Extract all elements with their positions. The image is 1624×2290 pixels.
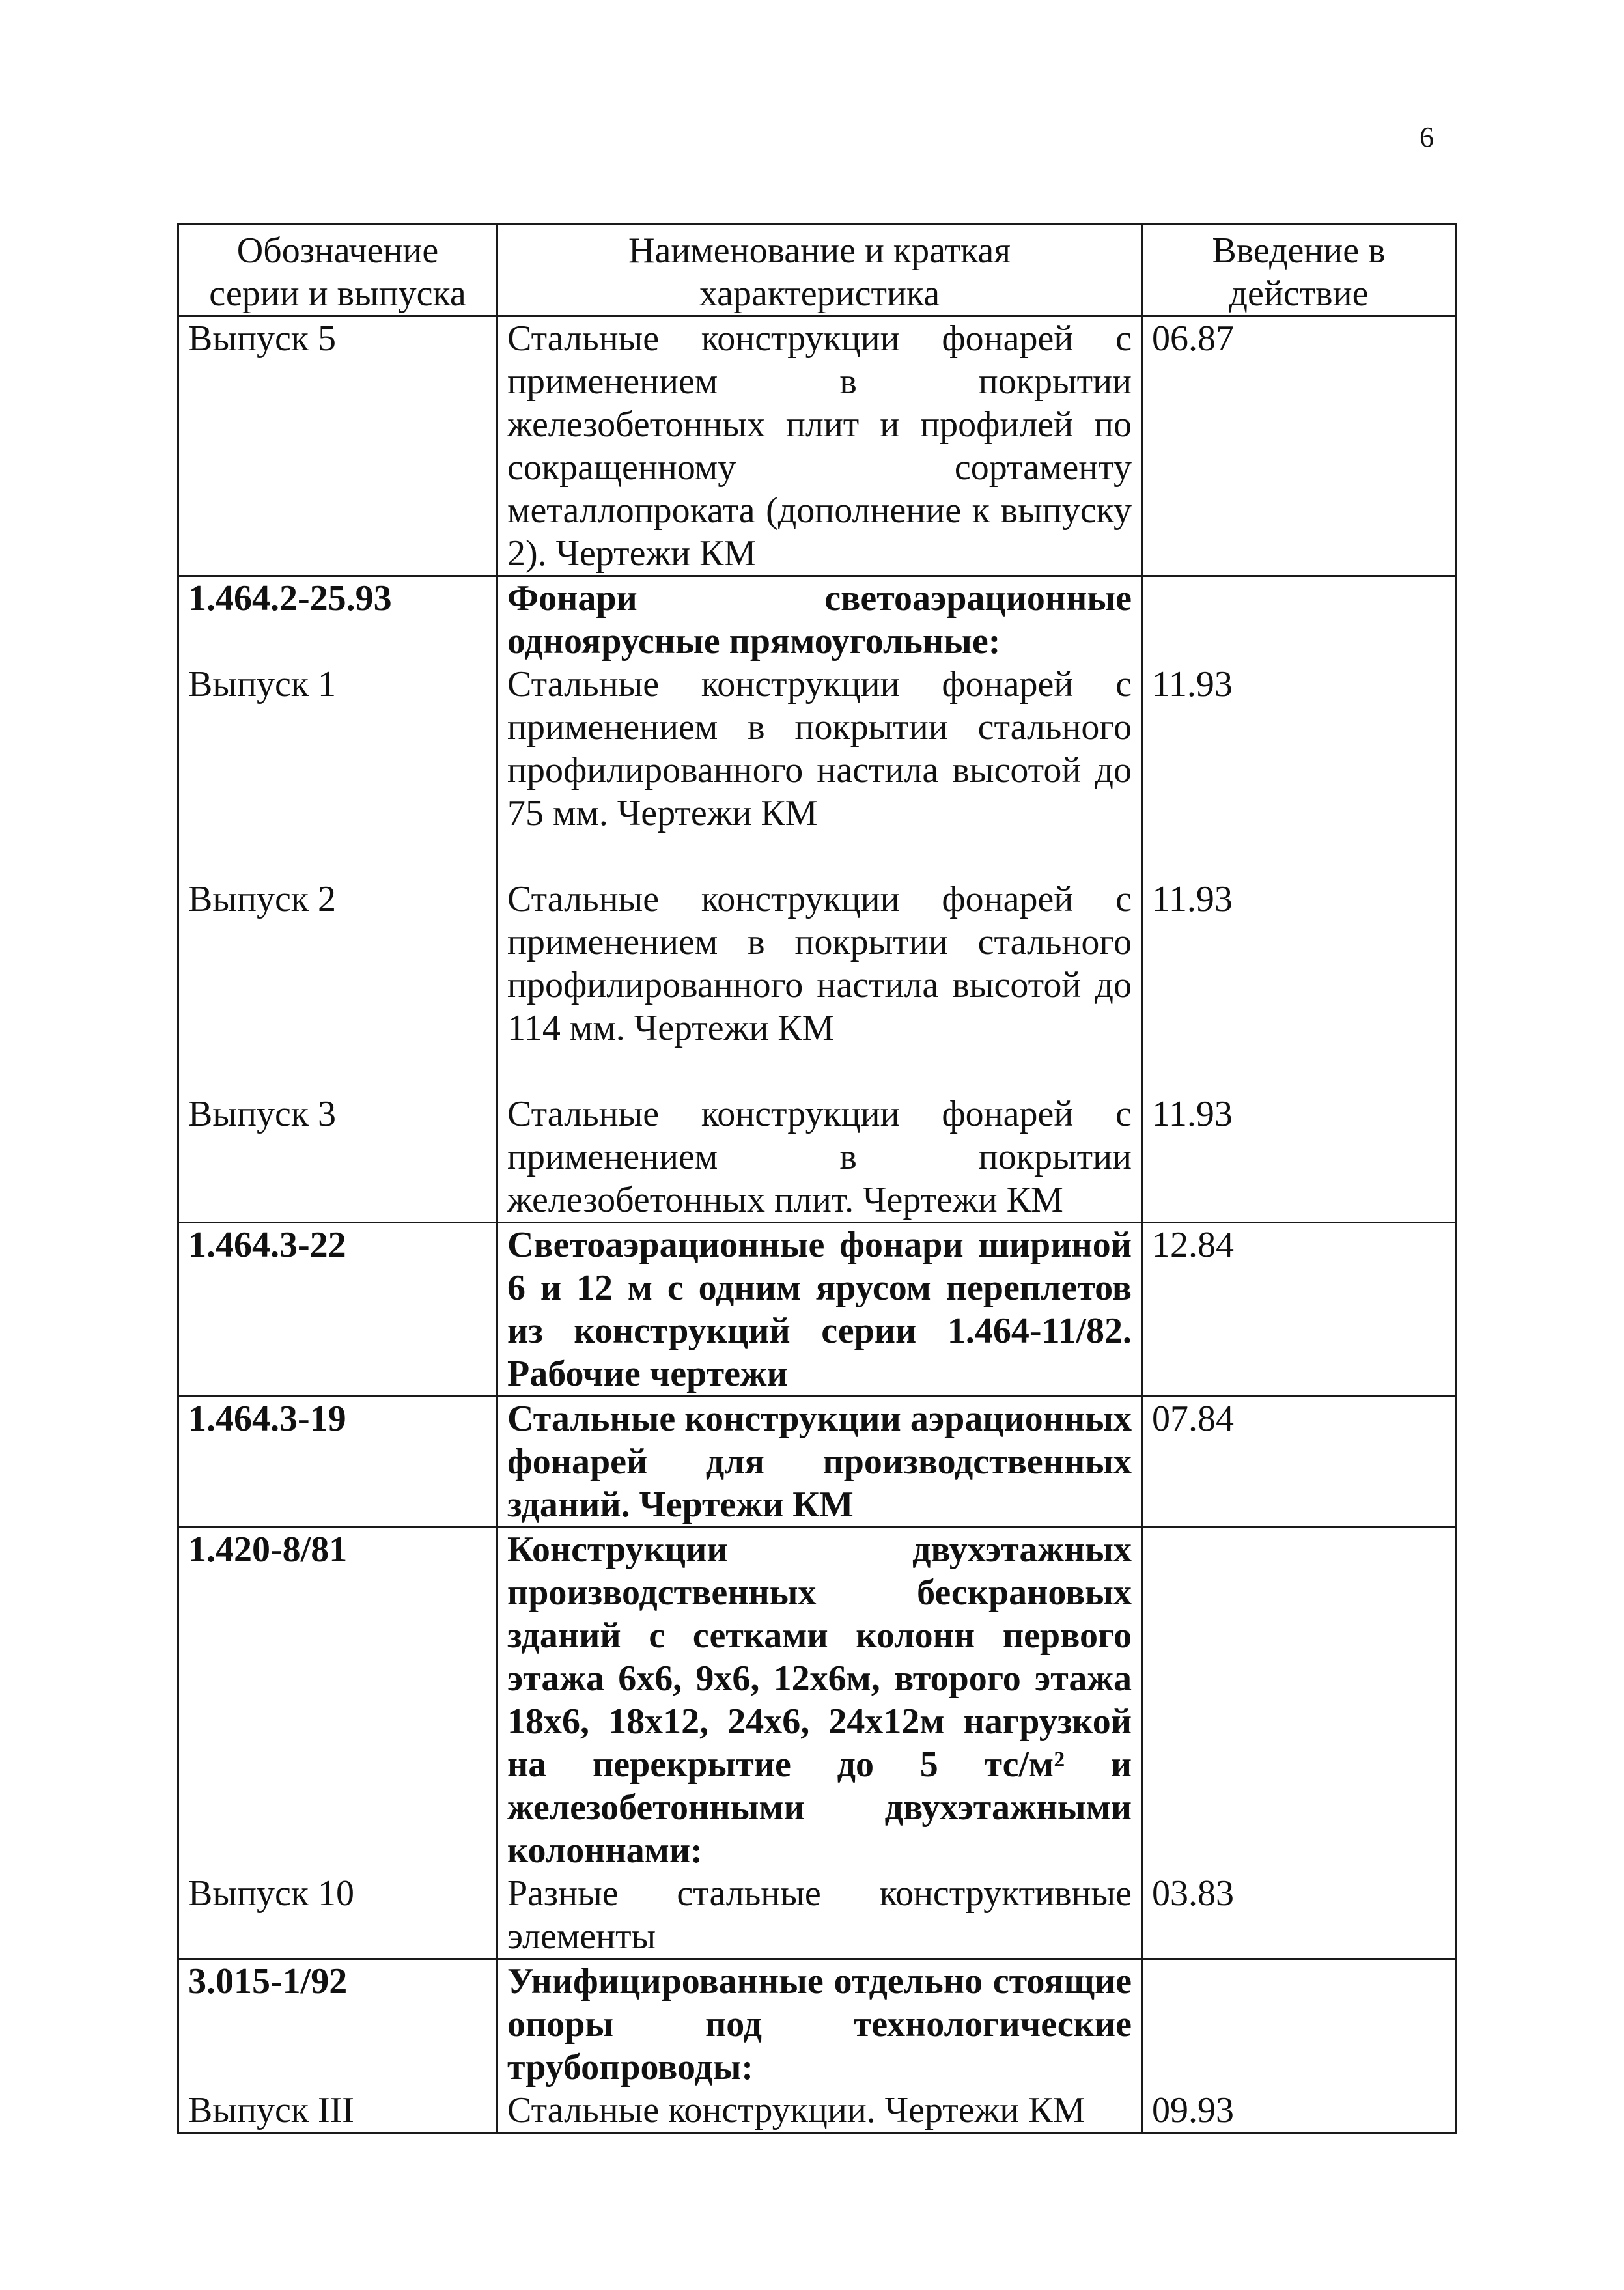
- issue-name: Стальные конструкции фонарей с применением в покрытии стального профилированного настила высотой до 75 мм. Чертежи КМ: [507, 664, 1132, 833]
- issue-date: 11.93: [1152, 1094, 1233, 1134]
- series-code: Выпуск 5: [178, 316, 497, 576]
- series-code: 1.464.3-22: [178, 1223, 497, 1397]
- series-code-cell: [178, 576, 497, 1223]
- series-code: 3.015-1/92: [188, 1961, 348, 2002]
- issue-code: Выпуск 1: [188, 664, 337, 705]
- series-title: Стальные конструкции аэрационных фонарей для производственных зданий. Чертежи КМ: [497, 1397, 1142, 1528]
- issue-name: Стальные конструкции фонарей с применением в покрытии железобетонных плит. Чертежи КМ: [507, 1094, 1132, 1220]
- series-code: 1.464.3-19: [178, 1397, 497, 1528]
- series-name-cell: [497, 576, 1142, 1223]
- header-designation: Обозначение серии и выпуска: [178, 225, 497, 316]
- issue-name: Стальные конструкции. Чертежи КМ: [507, 2090, 1085, 2130]
- series-code-cell: [178, 1959, 497, 2133]
- issue-date: 03.83: [1152, 1873, 1234, 1914]
- issue-code: Выпуск 10: [188, 1873, 355, 1914]
- issue-code: Выпуск III: [188, 2090, 354, 2130]
- series-title: Унифицированные отдельно стоящие опоры под технологические трубопроводы:: [507, 1961, 1132, 2088]
- table-row: [178, 1528, 1456, 1959]
- table-header-row: [178, 225, 1456, 316]
- table-row: [178, 1223, 1456, 1397]
- issue-name: Разные стальные конструктивные элементы: [507, 1873, 1132, 1957]
- series-date: 06.87: [1142, 316, 1456, 576]
- issue-date: 09.93: [1152, 2090, 1234, 2130]
- series-code: 1.464.2-25.93: [188, 578, 392, 619]
- header-date: Введение в действие: [1142, 225, 1456, 316]
- issue-name: Стальные конструкции фонарей с применением в покрытии стального профилированного настила высотой до 114 мм. Чертежи КМ: [507, 879, 1132, 1048]
- series-title: Светоаэрационные фонари шириной 6 и 12 м с одним ярусом переплетов из конструкций серии 1.464-11/82. Рабочие чертежи: [497, 1223, 1142, 1397]
- series-title: Фонари светоаэрационные одноярусные прямоугольные:: [507, 578, 1132, 662]
- table-row: [178, 316, 1456, 576]
- header-name: Наименование и краткая характеристика: [497, 225, 1142, 316]
- issue-code: Выпуск 2: [188, 879, 337, 919]
- series-code-cell: [178, 1528, 497, 1959]
- issue-date: 11.93: [1152, 664, 1233, 705]
- series-name: Стальные конструкции фонарей с применением в покрытии железобетонных плит и профилей по сокращенному сортаменту металлопроката (дополнение к выпуску 2). Чертежи КМ: [497, 316, 1142, 576]
- issue-date: 11.93: [1152, 879, 1233, 919]
- series-table: [177, 223, 1457, 2134]
- series-date: 07.84: [1142, 1397, 1456, 1528]
- series-date-cell: [1142, 1528, 1456, 1959]
- series-code: 1.420-8/81: [188, 1529, 348, 1570]
- series-name-cell: [497, 1959, 1142, 2133]
- table-row: [178, 576, 1456, 1223]
- page-number: 6: [1420, 121, 1434, 153]
- table-row: [178, 1959, 1456, 2133]
- series-title: Конструкции двухэтажных производственных бескрановых зданий с сетками колонн первого этажа 6х6, 9х6, 12х6м, второго этажа 18х6, 18х12, 24х6, 24х12м нагрузкой на перекрытие до 5 тс/м² и железобетонными двухэтажными колоннами:: [507, 1529, 1132, 1871]
- issue-code: Выпуск 3: [188, 1094, 337, 1134]
- series-name-cell: [497, 1528, 1142, 1959]
- table-row: [178, 1397, 1456, 1528]
- series-date: 12.84: [1142, 1223, 1456, 1397]
- series-date-cell: [1142, 1959, 1456, 2133]
- series-date-cell: [1142, 576, 1456, 1223]
